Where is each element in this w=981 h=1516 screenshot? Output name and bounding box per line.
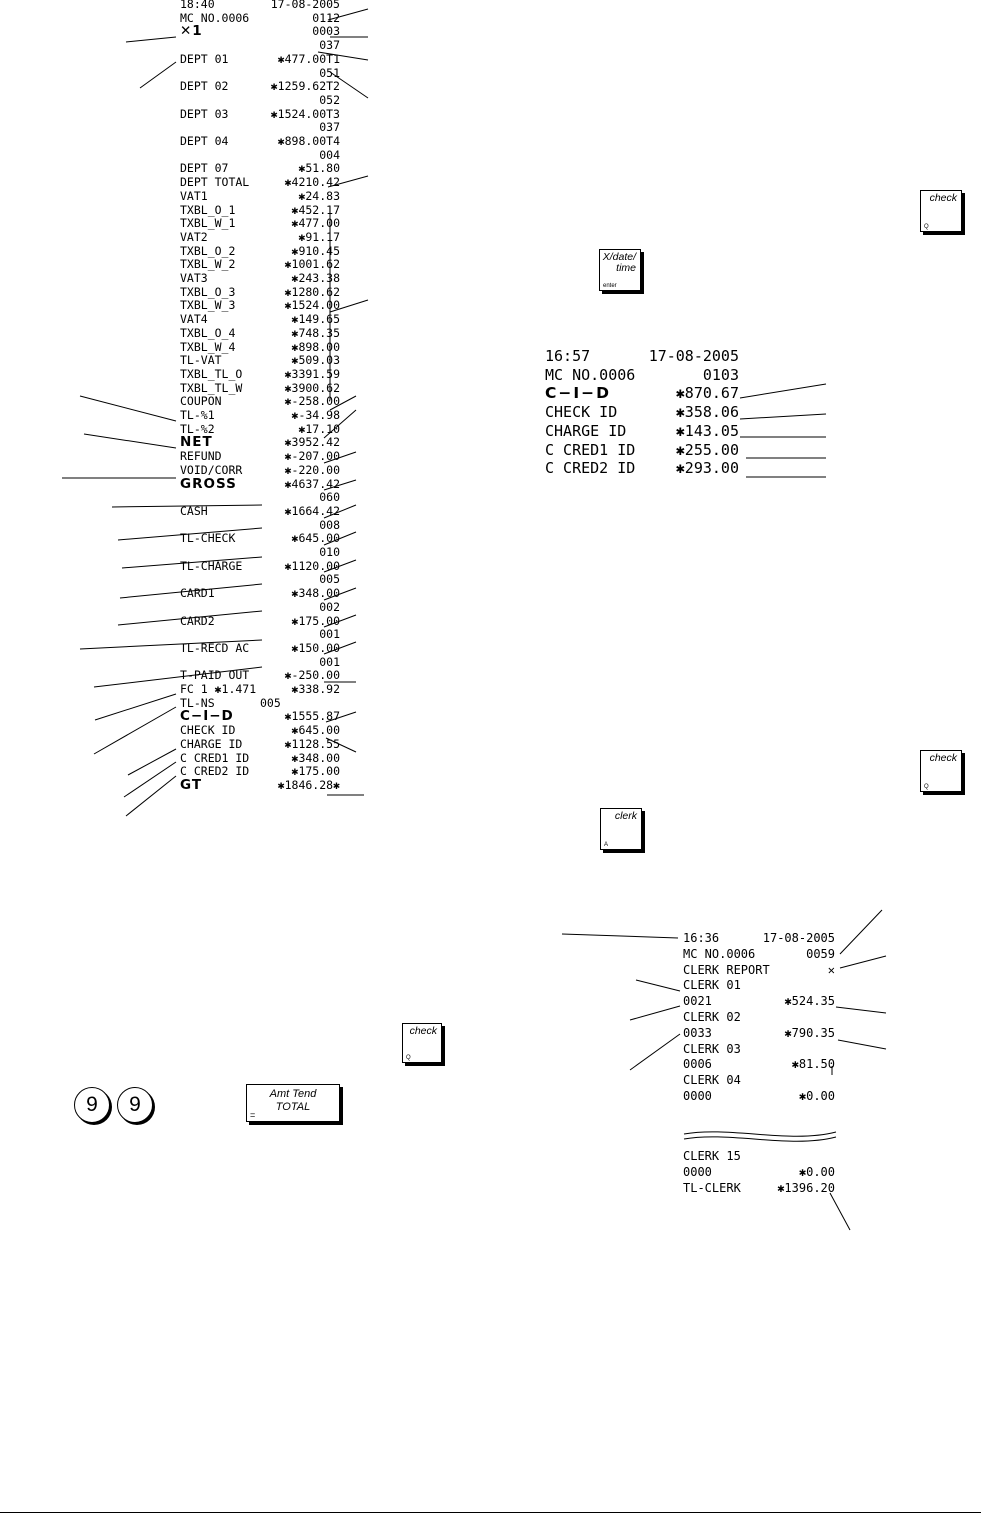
receipt-value: ✱1664.42: [284, 503, 340, 518]
receipt-line: [180, 245, 340, 259]
receipt-line: [180, 94, 340, 108]
receipt-line: [180, 299, 340, 313]
check-key-sub: Q: [924, 224, 929, 230]
receipt-line: [180, 176, 340, 190]
receipt-value: 051: [319, 65, 340, 80]
receipt-line: [683, 1026, 835, 1042]
page-bottom-rule: [0, 1512, 981, 1513]
receipt-value: ✱255.00: [675, 440, 739, 459]
receipt-value: 002: [319, 599, 340, 614]
receipt-line: [683, 931, 835, 947]
receipt-value: ✱4637.42: [284, 476, 340, 491]
receipt-value: ✱898.00: [291, 339, 340, 354]
receipt-value: ✱1120.00: [284, 558, 340, 573]
receipt-value: 037: [319, 120, 340, 135]
receipt-value: ✱149.65: [291, 312, 340, 327]
receipt-line: [180, 0, 340, 12]
receipt-line: [545, 366, 739, 385]
receipt-value: 060: [319, 490, 340, 505]
digit-9-key-2[interactable]: 9: [117, 1087, 153, 1123]
receipt-label: TXBL_O_2: [180, 243, 236, 258]
receipt-label: REFUND: [180, 449, 222, 464]
clerk-key[interactable]: [600, 808, 642, 850]
receipt-line: [180, 39, 340, 53]
receipt-label: 0000: [683, 1089, 712, 1103]
receipt-line: [180, 327, 340, 341]
receipt-label: C CRED1 ID: [180, 750, 250, 765]
receipt-label: FC 1 ✱1.471: [180, 682, 257, 696]
check-key-2-sub: Q: [924, 784, 929, 790]
receipt-label: C CRED2 ID: [180, 764, 250, 779]
receipt-line: [683, 1073, 835, 1089]
receipt-line: [180, 341, 340, 355]
receipt-label: COUPON: [180, 394, 222, 409]
receipt-value: ✱0.00: [798, 1089, 835, 1103]
xdate-time-key-sub: enter: [603, 283, 617, 289]
receipt-line: [545, 403, 739, 422]
receipt-label: 16:36: [683, 931, 720, 945]
receipt-line: [180, 108, 340, 122]
receipt-line: [545, 441, 739, 460]
receipt-line: [180, 656, 340, 670]
check-key-3-sub: Q: [406, 1055, 411, 1061]
receipt-value: ✱4210.42: [284, 175, 340, 190]
receipt-line: [180, 615, 340, 629]
receipt-line: [180, 436, 340, 450]
receipt-line: [180, 546, 340, 560]
receipt-label: C−I−D: [180, 708, 234, 725]
receipt-line: [180, 354, 340, 368]
receipt-line: [180, 272, 340, 286]
receipt-line: [180, 12, 340, 26]
receipt-value: ✱1128.55: [284, 736, 340, 751]
receipt-label: DEPT TOTAL: [180, 175, 250, 190]
receipt-value: ✱17.10: [298, 421, 340, 436]
receipt-label: TXBL_TL_O: [180, 366, 243, 381]
receipt-label: CLERK 01: [683, 978, 741, 993]
receipt-label: C CRED1 ID: [545, 440, 636, 459]
receipt-value: ✱1259.62T2: [270, 79, 340, 94]
receipt-label: CARD2: [180, 613, 215, 628]
receipt-label: TXBL_W_4: [180, 339, 236, 354]
receipt-line: [180, 724, 340, 738]
receipt-value: ✱898.00T4: [277, 134, 340, 148]
receipt-line: [683, 1181, 835, 1197]
receipt-line: [180, 258, 340, 272]
check-key-3[interactable]: [402, 1023, 442, 1063]
receipt-label: VAT3: [180, 271, 208, 285]
receipt-value: 001: [319, 654, 340, 669]
receipt-label: C CRED2 ID: [545, 459, 636, 478]
receipt-label: DEPT 03: [180, 106, 229, 121]
receipt-value: ✱3900.62: [284, 380, 340, 395]
receipt-line: [180, 80, 340, 94]
receipt-value: ✱-258.00: [284, 394, 340, 409]
receipt-line: [180, 519, 340, 533]
receipt-label: CASH: [180, 503, 208, 518]
receipt-value: 001: [319, 627, 340, 642]
receipt-value: ✱1555.87: [284, 709, 340, 724]
receipt-label: T-PAID OUT: [180, 668, 250, 683]
receipt-label: VAT2: [180, 229, 208, 244]
receipt-line: [545, 422, 739, 441]
receipt-label: 0000: [683, 1164, 712, 1179]
receipt-line: [180, 642, 340, 656]
receipt-label: GT: [180, 776, 203, 793]
receipt-label: C−I−D: [545, 384, 611, 403]
receipt-line: [180, 601, 340, 615]
receipt-value: 0003: [312, 24, 340, 39]
receipt-value: ✱1280.62: [284, 284, 340, 299]
receipt-value: ✱-34.98: [291, 408, 340, 422]
receipt-value: ✱1846.28✱: [277, 777, 340, 792]
receipt-value: 0112: [312, 10, 340, 25]
receipt-line: [180, 765, 340, 779]
receipt-value: ✱790.35: [784, 1025, 835, 1040]
receipt-value: 037: [319, 38, 340, 53]
receipt-label: DEPT 07: [180, 161, 229, 176]
receipt-line: [180, 121, 340, 135]
receipt-line: [180, 217, 340, 231]
receipt-value: ✱477.00T1: [277, 51, 340, 66]
receipt-label: TL-VAT: [180, 353, 222, 368]
receipt-line: [545, 347, 739, 366]
check-key[interactable]: [920, 190, 962, 232]
receipt-line: [180, 491, 340, 505]
receipt-value: 17-08-2005: [270, 0, 340, 11]
digit-9-key[interactable]: 9: [74, 1087, 110, 1123]
receipt-value: ✱24.83: [298, 188, 340, 203]
receipt-line: [683, 994, 835, 1010]
receipt-line: [180, 409, 340, 423]
receipt-label: TL-%1: [180, 408, 215, 422]
receipt-value: ✱3391.59: [284, 366, 340, 381]
receipt-line: [683, 978, 835, 994]
receipt-line: [545, 384, 739, 403]
receipt-label: MC NO.0006: [683, 946, 756, 961]
receipt-line: [180, 67, 340, 81]
receipt-label: TXBL_O_4: [180, 325, 236, 340]
receipt-line: [180, 683, 340, 697]
receipt-line: [180, 313, 340, 327]
receipt-line: [683, 1057, 835, 1073]
receipt-label: TL-CLERK: [683, 1180, 741, 1195]
receipt-label: CLERK 04: [683, 1073, 741, 1088]
receipt-label: TXBL_W_1: [180, 216, 236, 231]
receipt-value: ✱-220.00: [284, 462, 340, 477]
receipt-line: [683, 947, 835, 963]
receipt-label: TL-CHARGE: [180, 558, 243, 573]
receipt-label: CLERK 03: [683, 1041, 741, 1056]
receipt-line: [180, 628, 340, 642]
receipt-line: [545, 459, 739, 478]
receipt-label: VOID/CORR: [180, 462, 243, 477]
receipt-value: ✱348.00: [291, 750, 340, 765]
receipt-label: VAT1: [180, 188, 208, 203]
receipt-value: 004: [319, 147, 340, 162]
receipt-label: 16:57: [545, 347, 591, 365]
receipt-line: [180, 738, 340, 752]
receipt-line: [180, 231, 340, 245]
receipt-label: GROSS: [180, 475, 237, 492]
receipt-value: ✱452.17: [291, 202, 340, 217]
receipt-label: TXBL_TL_W: [180, 380, 243, 395]
receipt-value: ✕: [827, 962, 835, 977]
receipt-line: [180, 532, 340, 546]
receipt-label: CLERK REPORT: [683, 962, 770, 977]
receipt-label: DEPT 01: [180, 51, 229, 66]
receipt-line: [180, 776, 340, 793]
check-key-2-label: check: [929, 752, 957, 764]
receipt-value: ✱524.35: [784, 994, 835, 1009]
receipt-value: ✱3952.42: [284, 435, 340, 450]
receipt-value: ✱358.06: [675, 403, 739, 422]
receipt-value: 052: [319, 92, 340, 107]
receipt-line: [180, 669, 340, 683]
receipt-value: ✱348.00: [291, 586, 340, 601]
receipt-line: [683, 963, 835, 979]
receipt-value: ✱175.00: [291, 764, 340, 779]
receipt-value: 008: [319, 517, 340, 532]
receipt-label: TXBL_W_3: [180, 298, 236, 313]
receipt-line: [180, 505, 340, 519]
receipt-line: [180, 53, 340, 67]
receipt-line: [180, 475, 340, 492]
receipt-value: ✱51.80: [298, 161, 340, 176]
receipt-value: 0059: [806, 946, 835, 961]
receipt-value: ✱143.05: [675, 421, 739, 440]
receipt-value: ✱748.35: [291, 325, 340, 340]
xdate-time-key[interactable]: [599, 249, 641, 291]
receipt-label: MC NO.0006: [545, 365, 636, 384]
receipt-label: CLERK 02: [683, 1010, 741, 1024]
receipt-label: TXBL_O_1: [180, 202, 236, 217]
receipt-value: ✱910.45: [291, 243, 340, 258]
receipt-line: [180, 752, 340, 766]
receipt-label: VAT4: [180, 312, 208, 327]
receipt-line: [180, 560, 340, 574]
receipt-value: ✱293.00: [675, 459, 739, 478]
check-key-2[interactable]: [920, 750, 962, 792]
receipt-line: [180, 25, 340, 39]
receipt-value: ✱-207.00: [284, 449, 340, 464]
receipt-value: ✱477.00: [291, 216, 340, 231]
receipt-line: [683, 1165, 835, 1181]
receipt-line: [180, 710, 340, 724]
receipt-label: TL-RECD AC: [180, 640, 250, 655]
receipt-label: DEPT 02: [180, 79, 229, 94]
receipt-line: [683, 1149, 835, 1165]
receipt-value: ✱243.38: [291, 271, 340, 285]
receipt-label: CLERK 15: [683, 1149, 741, 1163]
amt-tend-total-key-sub: =: [250, 1110, 256, 1120]
receipt-value: 010: [319, 545, 340, 559]
check-key-label: check: [929, 192, 957, 204]
receipt-value: 005: [319, 572, 340, 587]
receipt-value: ✱-250.00: [284, 668, 340, 683]
receipt-count: 005: [260, 695, 281, 710]
receipt-line: [180, 382, 340, 396]
receipt-label: 0006: [683, 1057, 712, 1072]
receipt-label: ✕1: [180, 23, 203, 40]
receipt-label: 0033: [683, 1025, 712, 1040]
receipt-line: [180, 135, 340, 149]
receipt-value: 17-08-2005: [762, 931, 835, 945]
xdate-time-key-label: X/date/ time: [602, 251, 636, 274]
receipt-label: 0021: [683, 994, 712, 1009]
receipt-line: [180, 204, 340, 218]
check-key-3-label: check: [409, 1025, 437, 1037]
receipt-label: NET: [180, 434, 213, 451]
receipt-label: CARD1: [180, 586, 215, 601]
receipt-line: [180, 368, 340, 382]
receipt-line: [683, 1042, 835, 1058]
receipt-value: ✱645.00: [291, 531, 340, 546]
receipt-value: ✱870.67: [675, 384, 739, 403]
receipt-label: TL-%2: [180, 421, 215, 436]
receipt-label: TL-CHECK: [180, 531, 236, 546]
receipt-line: [180, 162, 340, 176]
receipt-label: TL-NS: [180, 695, 215, 710]
receipt-label: CHARGE ID: [180, 736, 243, 751]
receipt-label: 18:40: [180, 0, 215, 11]
receipt-value: ✱509.03: [291, 353, 340, 368]
receipt-value: ✱1524.00: [284, 298, 340, 313]
receipt-value: ✱1524.00T3: [270, 106, 340, 121]
receipt-label: CHECK ID: [180, 723, 236, 738]
receipt-value: ✱1001.62: [284, 257, 340, 272]
receipt-value: ✱338.92: [291, 682, 340, 696]
receipt-value: ✱0.00: [798, 1164, 835, 1179]
receipt-label: MC NO.0006: [180, 10, 250, 25]
receipt-label: CHARGE ID: [545, 421, 627, 440]
receipt-value: 17-08-2005: [648, 347, 739, 365]
receipt-value: ✱81.50: [791, 1057, 835, 1072]
receipt-label: TXBL_O_3: [180, 284, 236, 299]
receipt-line: [180, 190, 340, 204]
receipt-label: DEPT 04: [180, 134, 229, 148]
receipt-value: ✱91.17: [298, 229, 340, 244]
receipt-value: ✱175.00: [291, 613, 340, 628]
receipt-line: [683, 1089, 835, 1105]
receipt-line: [180, 587, 340, 601]
receipt-label: TXBL_W_2: [180, 257, 236, 272]
receipt-line: [180, 450, 340, 464]
receipt-value: 0103: [702, 365, 739, 384]
receipt-line: [180, 286, 340, 300]
clerk-key-label: clerk: [614, 810, 637, 822]
amt-tend-total-key-label: Amt Tend TOTAL: [269, 1088, 317, 1113]
amt-tend-total-key[interactable]: [246, 1084, 340, 1122]
receipt-line: [180, 395, 340, 409]
receipt-value: ✱150.00: [291, 640, 340, 655]
clerk-key-sub: A: [604, 842, 609, 848]
receipt-line: [180, 573, 340, 587]
receipt-line: [683, 1010, 835, 1026]
receipt-value: ✱645.00: [291, 723, 340, 738]
receipt-label: CHECK ID: [545, 403, 618, 422]
receipt-value: ✱1396.20: [777, 1180, 835, 1195]
receipt-line: [180, 149, 340, 163]
